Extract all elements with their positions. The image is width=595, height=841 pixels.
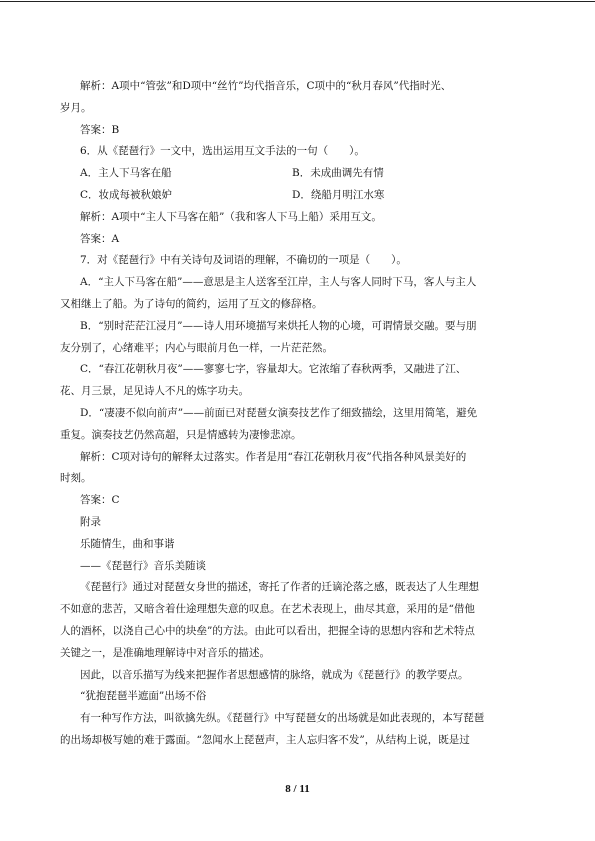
paragraph: 关键之一，是准确地理解诗中对音乐的描述。 (60, 646, 270, 659)
answer-line: 答案：C (80, 494, 120, 507)
option-a: A．主人下马客在船 (80, 167, 172, 180)
appendix-heading: 附录 (80, 515, 101, 528)
option-b: B．未成曲调先有情 (292, 167, 384, 180)
option-d: D．绕船月明江水寒 (292, 188, 385, 201)
paragraph: 重复。演奏技艺仍然高超，只是情感转为凄惨悲凉。 (60, 428, 302, 441)
option-d-text: D．“凄凄不似向前声”——前面已对琵琶女演奏技艺作了细致描绘，这里用简笔，避免 (80, 406, 478, 419)
question-7: 7．对《琵琶行》中有关诗句及词语的理解，不确切的一项是（ ）。 (80, 254, 407, 267)
appendix-title: 乐随情生，曲和事谐 (80, 537, 175, 550)
question-6: 6．从《琵琶行》一文中，选出运用互文手法的一句（ ）。 (80, 145, 365, 158)
header-rule (0, 1, 595, 2)
paragraph: 友分别了，心绪难平；内心与眼前月色一样，一片茫茫然。 (60, 341, 333, 354)
paragraph: 人的酒杯，以浇自己心中的块垒”的方法。由此可以看出，把握全诗的思想内容和艺术特点 (60, 624, 475, 637)
answer-line: 答案：A (80, 232, 120, 245)
options-row-2 (80, 185, 518, 207)
paragraph: 因此，以音乐描写为线来把握作者思想感情的脉络，就成为《琵琶行》的教学要点。 (80, 668, 469, 681)
paragraph: 的出场却极写她的难于露面。“忽闻水上琵琶声，主人忘归客不发”，从结构上说，既是过 (60, 733, 470, 746)
paragraph: 时刻。 (60, 472, 92, 485)
paragraph: 又相继上了船。为了诗句的简约，运用了互文的修辞格。 (60, 297, 323, 310)
appendix-subtitle: ——《琵琶行》音乐美随谈 (80, 559, 206, 572)
paragraph: 解析：A项中“管弦”和D项中“丝竹”均代指音乐，C项中的“秋月春风”代指时光、 (80, 80, 452, 92)
section-heading: “犹抱琵琶半遮面”出场不俗 (80, 690, 207, 703)
paragraph: 花、月三景，足见诗人不凡的炼字功夫。 (60, 385, 249, 398)
document-body (60, 76, 518, 752)
paragraph: 不如意的悲苦，又暗含着仕途理想失意的叹息。在艺术表现上，曲尽其意，采用的是“借他 (60, 603, 475, 616)
paragraph: 有一种写作方法，叫欲擒先纵。《琵琶行》中写琵琶女的出场就是如此表现的，本写琵琶 (80, 712, 485, 725)
option-c-text: C．“春江花朝秋月夜”——寥寥七字，容量却大。它浓缩了春秋两季，又融进了江、 (80, 363, 467, 376)
options-row-1 (80, 163, 518, 185)
page-number: 8 / 11 (285, 783, 310, 795)
paragraph: 《琵琶行》通过对琵琶女身世的描述，寄托了作者的迁谪沦落之感，既表达了人生理想 (80, 581, 479, 594)
option-b-text: B．“别时茫茫江浸月”——诗人用环境描写来烘托人物的心境，可谓情景交融。要与朋 (80, 319, 477, 332)
paragraph: 岁月。 (60, 101, 92, 114)
option-c: C．妆成每被秋娘妒 (80, 188, 173, 201)
analysis-line: 解析：A项中“主人下马客在船”（我和客人下马上船）采用互文。 (80, 210, 382, 223)
answer-line: 答案：B (80, 123, 120, 136)
option-a-text: A．“主人下马客在船”——意思是主人送客至江岸，主人与客人同时下马，客人与主人 (80, 276, 477, 289)
analysis-line: 解析：C项对诗句的解释太过落实。作者是用“春江花朝秋月夜”代指各种风景美好的 (80, 450, 467, 463)
